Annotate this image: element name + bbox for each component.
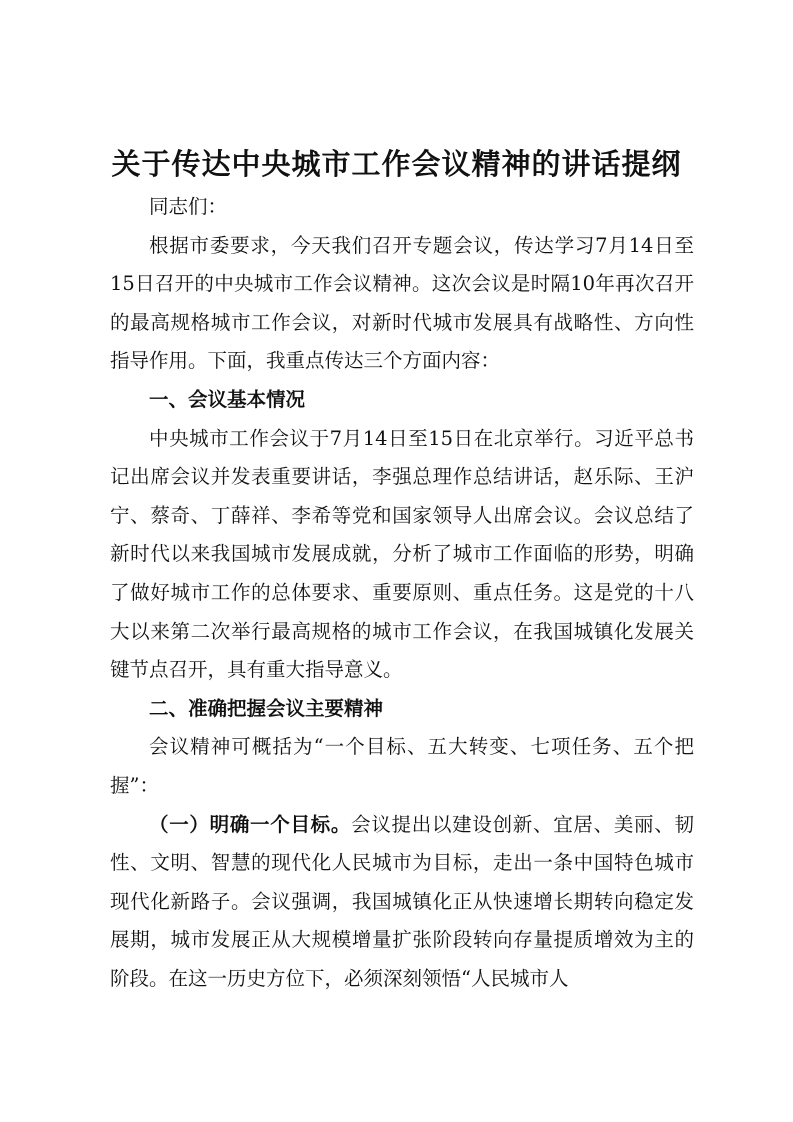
document-title: 关于传达中央城市工作会议精神的讲话提纲	[111, 147, 682, 181]
document-body	[110, 188, 694, 998]
section-1-heading: 一、会议基本情况	[149, 387, 306, 411]
section-2-paragraph: 会议精神可概括为“一个目标、五大转变、七项任务、五个把握”：	[110, 735, 694, 797]
item-1-lead: （一）明确一个目标。	[149, 812, 352, 836]
salutation: 同志们：	[149, 195, 228, 218]
section-2-heading: 二、准确把握会议主要精神	[149, 696, 384, 720]
intro-paragraph: 根据市委要求，今天我们召开专题会议，传达学习7月14日至15日召开的中央城市工作会议精神。这次会议是时隔10年再次召开的最高规格城市工作会议，对新时代城市发展具有战略性、方向性指导作用。下面，我重点传达三个方面内容：	[110, 233, 694, 373]
section-1-paragraph: 中央城市工作会议于7月14日至15日在北京举行。习近平总书记出席会议并发表重要讲话，李强总理作总结讲话，赵乐际、王沪宁、蔡奇、丁薛祥、李希等党和国家领导人出席会议。会议总结了新时代以来我国城市发展成就，分析了城市工作面临的形势，明确了做好城市工作的总体要求、重要原则、重点任务。这是党的十八大以来第二次举行最高规格的城市工作会议，在我国城镇化发展关键节点召开，具有重大指导意义。	[110, 426, 694, 682]
item-1-text: 会议提出以建设创新、宜居、美丽、韧性、文明、智慧的现代化人民城市为目标，走出一条中国特色城市现代化新路子。会议强调，我国城镇化正从快速增长期转向稳定发展期，城市发展正从大规模增量扩张阶段转向存量提质增效为主的阶段。在这一历史方位下，必须深刻领悟“人民城市人	[110, 812, 694, 990]
section-2-item-1-paragraph	[110, 806, 694, 999]
